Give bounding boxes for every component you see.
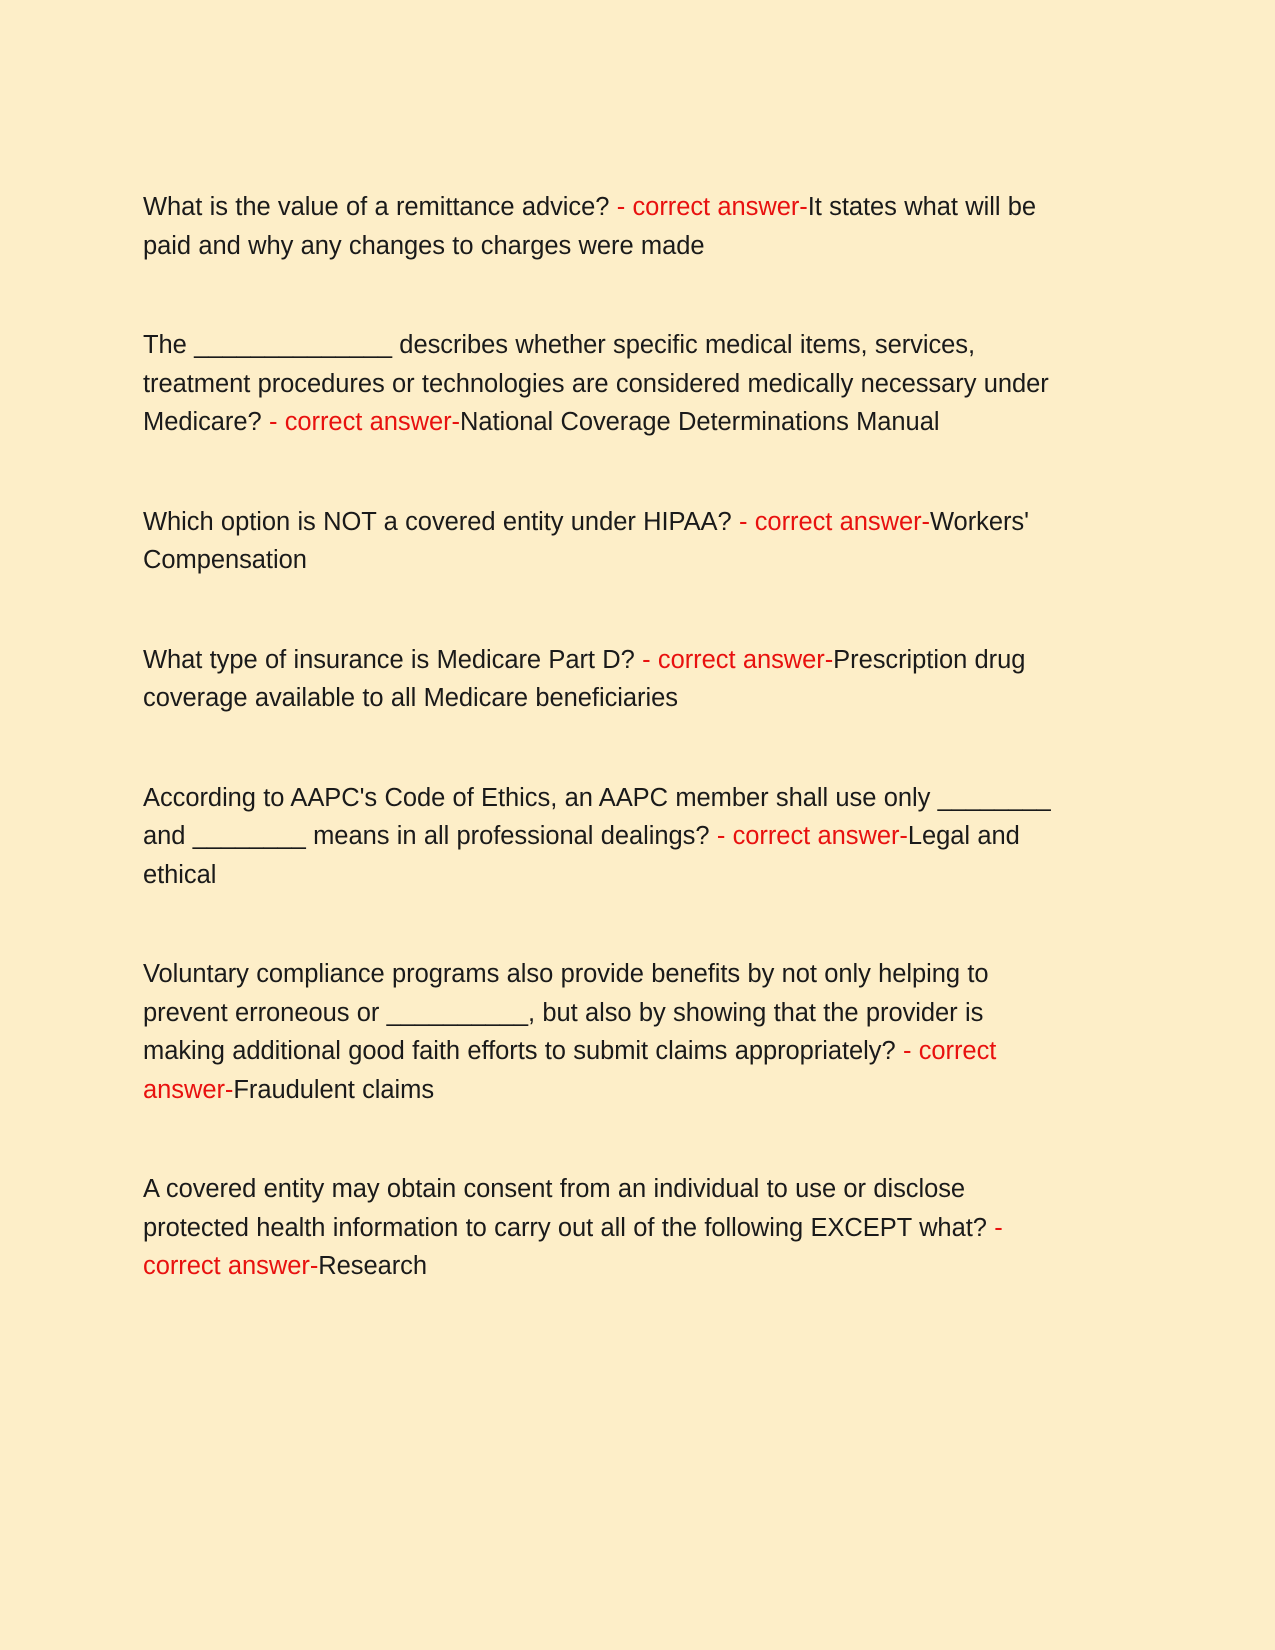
question-text: A covered entity may obtain consent from an individual to use or disclose protected health information to carry out all of the following EXCEPT what?	[143, 1175, 987, 1242]
qa-item-ncd-manual	[143, 326, 1068, 442]
qa-item-voluntary-compliance	[143, 955, 1068, 1109]
answer-text: National Coverage Determinations Manual	[459, 408, 940, 436]
answer-text: Prescription drug coverage available to all Medicare beneficiaries	[143, 645, 1026, 712]
question-text: Voluntary compliance programs also provide benefits by not only helping to prevent erroneous or __________, but also by showing that the provider is making additional good faith efforts to submit claims appropriately?	[143, 960, 989, 1065]
qa-item-remittance-advice	[143, 188, 1068, 265]
qa-item-aapc-code-of-ethics	[143, 779, 1068, 895]
question-text: According to AAPC's Code of Ethics, an AAPC member shall use only ________ and ________ means in all professional dealings?	[143, 783, 1051, 850]
correct-answer-tag: - correct answer-	[609, 193, 808, 221]
question-text: What type of insurance is Medicare Part D?	[143, 645, 635, 674]
correct-answer-tag: - correct answer-	[261, 408, 460, 436]
qa-item-medicare-part-d	[143, 641, 1068, 718]
answer-text: Research	[318, 1252, 428, 1280]
answer-text: It states what will be paid and why any changes to charges were made	[143, 193, 1037, 260]
correct-answer-tag: - correct answer-	[143, 1213, 1003, 1280]
answer-text: Workers' Compensation	[143, 507, 1029, 574]
correct-answer-tag: - correct answer-	[143, 1037, 997, 1104]
question-text: What is the value of a remittance advice?	[143, 193, 610, 221]
answer-text: Legal and ethical	[143, 822, 1020, 889]
correct-answer-tag: - correct answer-	[709, 822, 908, 850]
qa-item-hipaa-covered-entity	[143, 503, 1068, 580]
answer-text: Fraudulent claims	[233, 1075, 435, 1104]
correct-answer-tag: - correct answer-	[634, 645, 834, 674]
question-text: Which option is NOT a covered entity under HIPAA?	[143, 507, 732, 536]
qa-item-consent-exception	[143, 1170, 1068, 1286]
question-text: The ______________ describes whether specific medical items, services, treatment procedures or technologies are considered medically necessary under Medicare?	[143, 331, 1049, 436]
correct-answer-tag: - correct answer-	[731, 507, 930, 536]
qa-list	[143, 188, 1068, 1286]
